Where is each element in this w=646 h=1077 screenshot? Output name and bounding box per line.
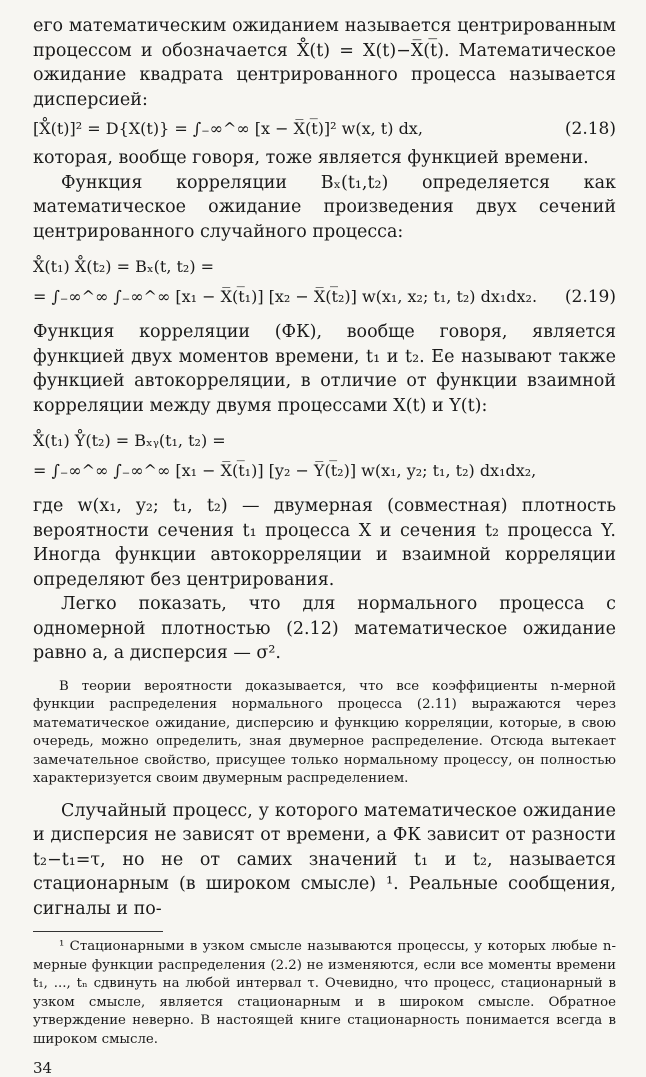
equation-2-19-number: (2.19) bbox=[564, 287, 616, 307]
equation-2-18-number: (2.18) bbox=[564, 119, 616, 139]
equation-2-19-line2 bbox=[33, 282, 616, 312]
footnote-divider bbox=[33, 931, 163, 932]
equation-2-18-body: [X̊(t)]² = D{X(t)} = ∫₋∞^∞ [x − X̅(t̅)]² w(x, t) dx, bbox=[33, 119, 423, 138]
equation-2-19-line2-body: = ∫₋∞^∞ ∫₋∞^∞ [x₁ − X̅(t̅₁)] [x₂ − X̅(t̅₂)] w(x₁, x₂; t₁, t₂) dx₁dx₂. bbox=[33, 287, 538, 306]
page-number: 34 bbox=[33, 1059, 53, 1077]
paragraph-time-function: которая, вообще говоря, тоже является функцией времени. bbox=[33, 148, 589, 168]
equation-2-18 bbox=[33, 118, 616, 140]
paragraph-normal-process: Легко показать, что для нормального процесса с одномерной плотностью (2.12) математическое ожидание равно a, а дисперсия — σ². bbox=[33, 594, 616, 663]
equation-cross-line1: X̊(t₁) Y̊(t₂) = Bₓᵧ(t₁, t₂) = bbox=[33, 431, 226, 450]
paragraph-small-print: В теории вероятности доказывается, что все коэффициенты n-мерной функции распределения нормального процесса (2.11) выражаются через математическое ожидание, дисперсию и функцию корреляции, которые, в свою очередь, можно определить, зная двумерное распределение. Отсюда вытекает замечательное свойство, присущее только нормальному процессу, он полностью характеризуется своим двумерным распределением. bbox=[33, 678, 616, 786]
equation-2-19 bbox=[33, 252, 616, 312]
paragraph-joint-density: где w(x₁, y₂; t₁, t₂) — двумерная (совместная) плотность вероятности сечения t₁ процесса X и сечения t₂ процесса Y. Иногда функции автокорреляции и взаимной корреляции определяют без центрирования. bbox=[33, 496, 616, 590]
equation-cross-line2: = ∫₋∞^∞ ∫₋∞^∞ [x₁ − X̅(t̅₁)] [y₂ − Y̅(t̅₂)] w(x₁, y₂; t₁, t₂) dx₁dx₂, bbox=[33, 461, 537, 480]
paragraph-centered-process: его математическим ожиданием называется центрированным процессом и обозначается X̊(t) = X(t)−X̅(t̅). Математическое ожидание квадрата центрированного процесса называется дисперсией: bbox=[33, 16, 616, 110]
paragraph-autocorrelation: Функция корреляции (ФК), вообще говоря, является функцией двух моментов времени, t₁ и t₂. Ее называют также функцией автокорреляции, в отличие от функции взаимной корреляции между двумя процессами X(t) и Y(t): bbox=[33, 322, 616, 416]
equation-2-19-line1: X̊(t₁) X̊(t₂) = Bₓ(t, t₂) = bbox=[33, 257, 215, 276]
paragraph-stationary: Случайный процесс, у которого математическое ожидание и дисперсия не зависят от времени, а ФК зависит от разности t₂−t₁=τ, но не от самих значений t₁ и t₂, называется стационарным (в широком смысле) ¹. Реальные сообщения, сигналы и по- bbox=[33, 800, 616, 919]
footnote: ¹ Стационарными в узком смысле называются процессы, у которых любые n-мерные функции распределения (2.2) не изменяются, если все моменты времени t₁, ..., tₙ сдвинуть на любой интервал τ. Очевидно, что процесс, стационарный в узком смысле, является стационарным и в широком смысле. Обратное утверждение неверно. В настоящей книге стационарность понимается всегда в широком смысле. bbox=[33, 939, 616, 1047]
equation-cross-correlation bbox=[33, 426, 616, 486]
paragraph-correlation-definition: Функция корреляции Bₓ(t₁,t₂) определяется как математическое ожидание произведения двух сечений центрированного случайного процесса: bbox=[33, 172, 616, 242]
